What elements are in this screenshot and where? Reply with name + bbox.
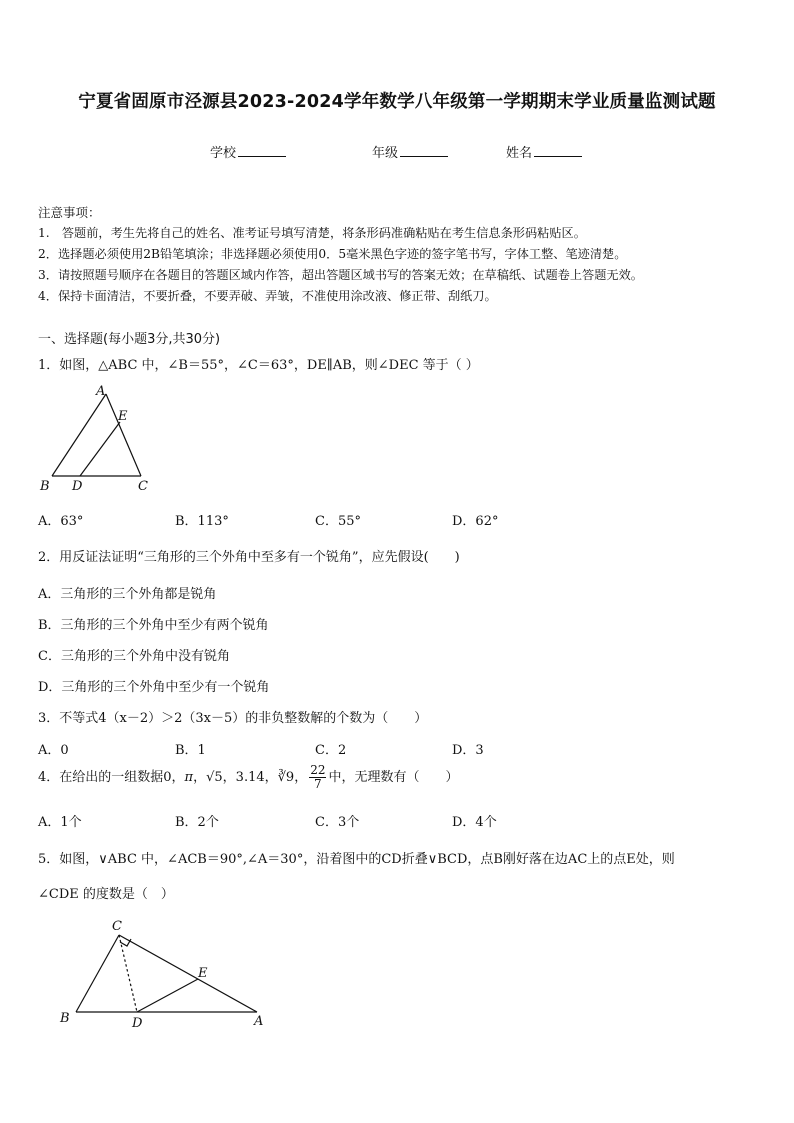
section-heading: 一、选择题(每小题3分,共30分) xyxy=(38,332,221,347)
question-4-text: 4．在给出的一组数据0，π，√5，3.14，∛9， $\frac{22}{7}$ 中，无理数有（ ） xyxy=(38,763,459,791)
question-4-options xyxy=(38,811,738,829)
option-c[interactable]: C．55° xyxy=(315,514,361,529)
note-item: 3．请按照题号顺序在各题目的答题区域内作答，超出答题区域书写的答案无效；在草稿纸、试题卷上答题无效。 xyxy=(38,268,643,282)
exam-title: 宁夏省固原市泾源县2023-2024学年数学八年级第一学期期末学业质量监测试题 xyxy=(78,92,716,112)
note-item: 1. 答题前，考生先将自己的姓名、准考证号填写清楚，将条形码准确粘贴在考生信息条形码粘贴区。 xyxy=(38,226,586,240)
fraction-numerator: 22 xyxy=(310,763,326,777)
option-d[interactable]: D．3 xyxy=(452,743,484,758)
label-C: C xyxy=(138,479,148,494)
option-d[interactable]: D．4个 xyxy=(452,815,497,830)
name-field[interactable] xyxy=(506,142,582,161)
note-item: 4．保持卡面清洁，不要折叠，不要弄破、弄皱，不准使用涂改液、修正带、刮纸刀。 xyxy=(38,289,497,303)
option-a[interactable]: A．0 xyxy=(38,743,69,758)
label-E: E xyxy=(198,966,208,981)
option-a[interactable]: A．63° xyxy=(38,514,84,529)
label-A: A xyxy=(96,384,106,399)
question-1-figure xyxy=(38,382,168,497)
q4-mid: ，3.14， xyxy=(222,770,278,785)
question-5-line-1: 5．如图，∨ABC 中，∠ACB＝90°,∠A＝30°，沿着图中的CD折叠∨BCD，点B刚好落在边AC上的点E处，则 xyxy=(38,852,675,867)
option-b[interactable]: B．1 xyxy=(175,743,206,758)
question-3-text: 3．不等式4（x－2）＞2（3x－5）的非负整数解的个数为（ ） xyxy=(38,711,428,726)
notes-heading: 注意事项： xyxy=(38,205,101,220)
question-5-line-2: ∠CDE 的度数是（ ） xyxy=(38,887,174,902)
q4-prefix: 4．在给出的一组数据0， xyxy=(38,770,185,785)
pi-symbol: π xyxy=(184,770,194,785)
option-a[interactable]: A．三角形的三个外角都是锐角 xyxy=(38,587,217,602)
notes-block xyxy=(38,202,758,307)
option-c[interactable]: C．2 xyxy=(315,743,347,758)
grade-field[interactable] xyxy=(372,142,448,161)
question-2-text: 2．用反证法证明“三角形的三个外角中至多有一个锐角”，应先假设( ) xyxy=(38,550,460,565)
name-label: 姓名 xyxy=(506,146,533,161)
label-E: E xyxy=(118,409,128,424)
question-3-options xyxy=(38,739,738,757)
question-1-text: 1．如图，△ABC 中，∠B＝55°，∠C＝63°，DE∥AB，则∠DEC 等于（ ） xyxy=(38,358,479,373)
label-D: D xyxy=(72,479,83,494)
sqrt-5: √5 xyxy=(206,770,223,785)
option-b[interactable]: B．113° xyxy=(175,514,229,529)
school-field[interactable] xyxy=(210,142,286,161)
question-1-options xyxy=(38,510,738,528)
option-c[interactable]: C．三角形的三个外角中没有锐角 xyxy=(38,649,230,664)
option-c[interactable]: C．3个 xyxy=(315,815,360,830)
label-C: C xyxy=(112,919,122,934)
option-a[interactable]: A．1个 xyxy=(38,815,82,830)
label-A: A xyxy=(254,1014,264,1029)
note-item: 2．选择题必须使用2B铅笔填涂；非选择题必须使用0．5毫米黑色字迹的签字笔书写，字体工整、笔迹清楚。 xyxy=(38,247,627,261)
label-B: B xyxy=(40,479,50,494)
label-B: B xyxy=(60,1011,70,1026)
cbrt-9: ∛9 xyxy=(277,770,295,785)
option-b[interactable]: B．三角形的三个外角中至少有两个锐角 xyxy=(38,618,269,633)
school-label: 学校 xyxy=(210,146,237,161)
option-d[interactable]: D．62° xyxy=(452,514,499,529)
option-b[interactable]: B．2个 xyxy=(175,815,219,830)
fraction-denominator: 7 xyxy=(314,777,322,791)
grade-label: 年级 xyxy=(372,146,399,161)
fraction-22-7 xyxy=(309,764,326,791)
question-5-figure xyxy=(50,915,280,1035)
label-D: D xyxy=(132,1016,143,1031)
option-d[interactable]: D．三角形的三个外角中至少有一个锐角 xyxy=(38,680,270,695)
q4-suffix: 中，无理数有（ ） xyxy=(328,770,459,785)
